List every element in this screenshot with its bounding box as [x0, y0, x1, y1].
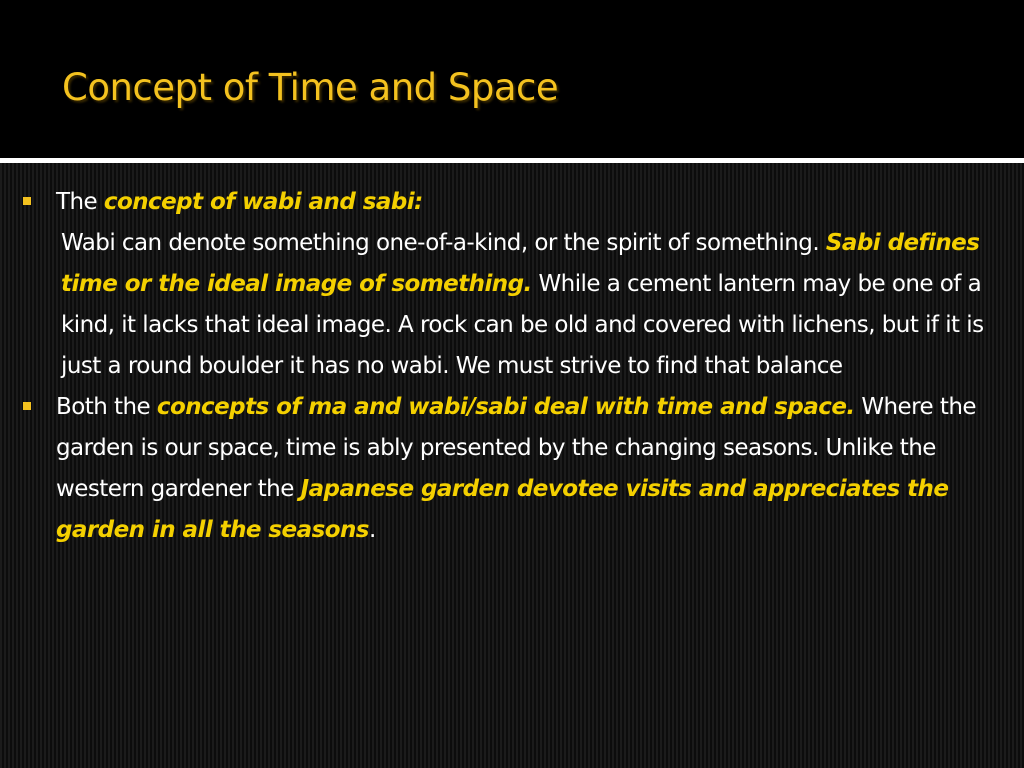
- slide-header: [0, 0, 1024, 158]
- bullet-1-paragraph-highlight: Sabi defines time or the ideal image of something.: [61, 230, 980, 297]
- bullet-1-highlight: concept of wabi and sabi:: [103, 189, 423, 215]
- bullet-item-2: [18, 387, 993, 551]
- bullet-1-paragraph-text-2: While a cement lantern may be one of a kind, it lacks that ideal image. A rock can be old and covered with lichens, but if it is just a round boulder it has no wabi. We must strive to find that balance: [61, 271, 984, 379]
- bullet-1-paragraph: [56, 223, 993, 387]
- slide-body: [18, 182, 993, 551]
- bullet-1-paragraph-text-1: Wabi can denote something one-of-a-kind, or the spirit of something.: [61, 230, 826, 256]
- bullet-1-intro: The: [56, 189, 104, 215]
- bullet-2-text-2: .: [368, 517, 376, 543]
- square-bullet-icon: [23, 402, 31, 410]
- bullet-1-heading: [56, 182, 993, 223]
- slide-title: Concept of Time and Space: [62, 66, 559, 109]
- bullet-item-1: [18, 182, 993, 387]
- bullet-2-intro: Both the: [56, 394, 157, 420]
- bullet-2-highlight: concepts of ma and wabi/sabi deal with time and space.: [156, 394, 855, 420]
- header-divider: [0, 158, 1024, 163]
- bullet-2-text-1: Where the garden is our space, time is ably presented by the changing seasons. Unlike the western gardener the: [56, 394, 977, 502]
- bullet-2-highlight-2: Japanese garden devotee visits and appreciates the garden in all the seasons: [56, 476, 949, 543]
- square-bullet-icon: [23, 197, 31, 205]
